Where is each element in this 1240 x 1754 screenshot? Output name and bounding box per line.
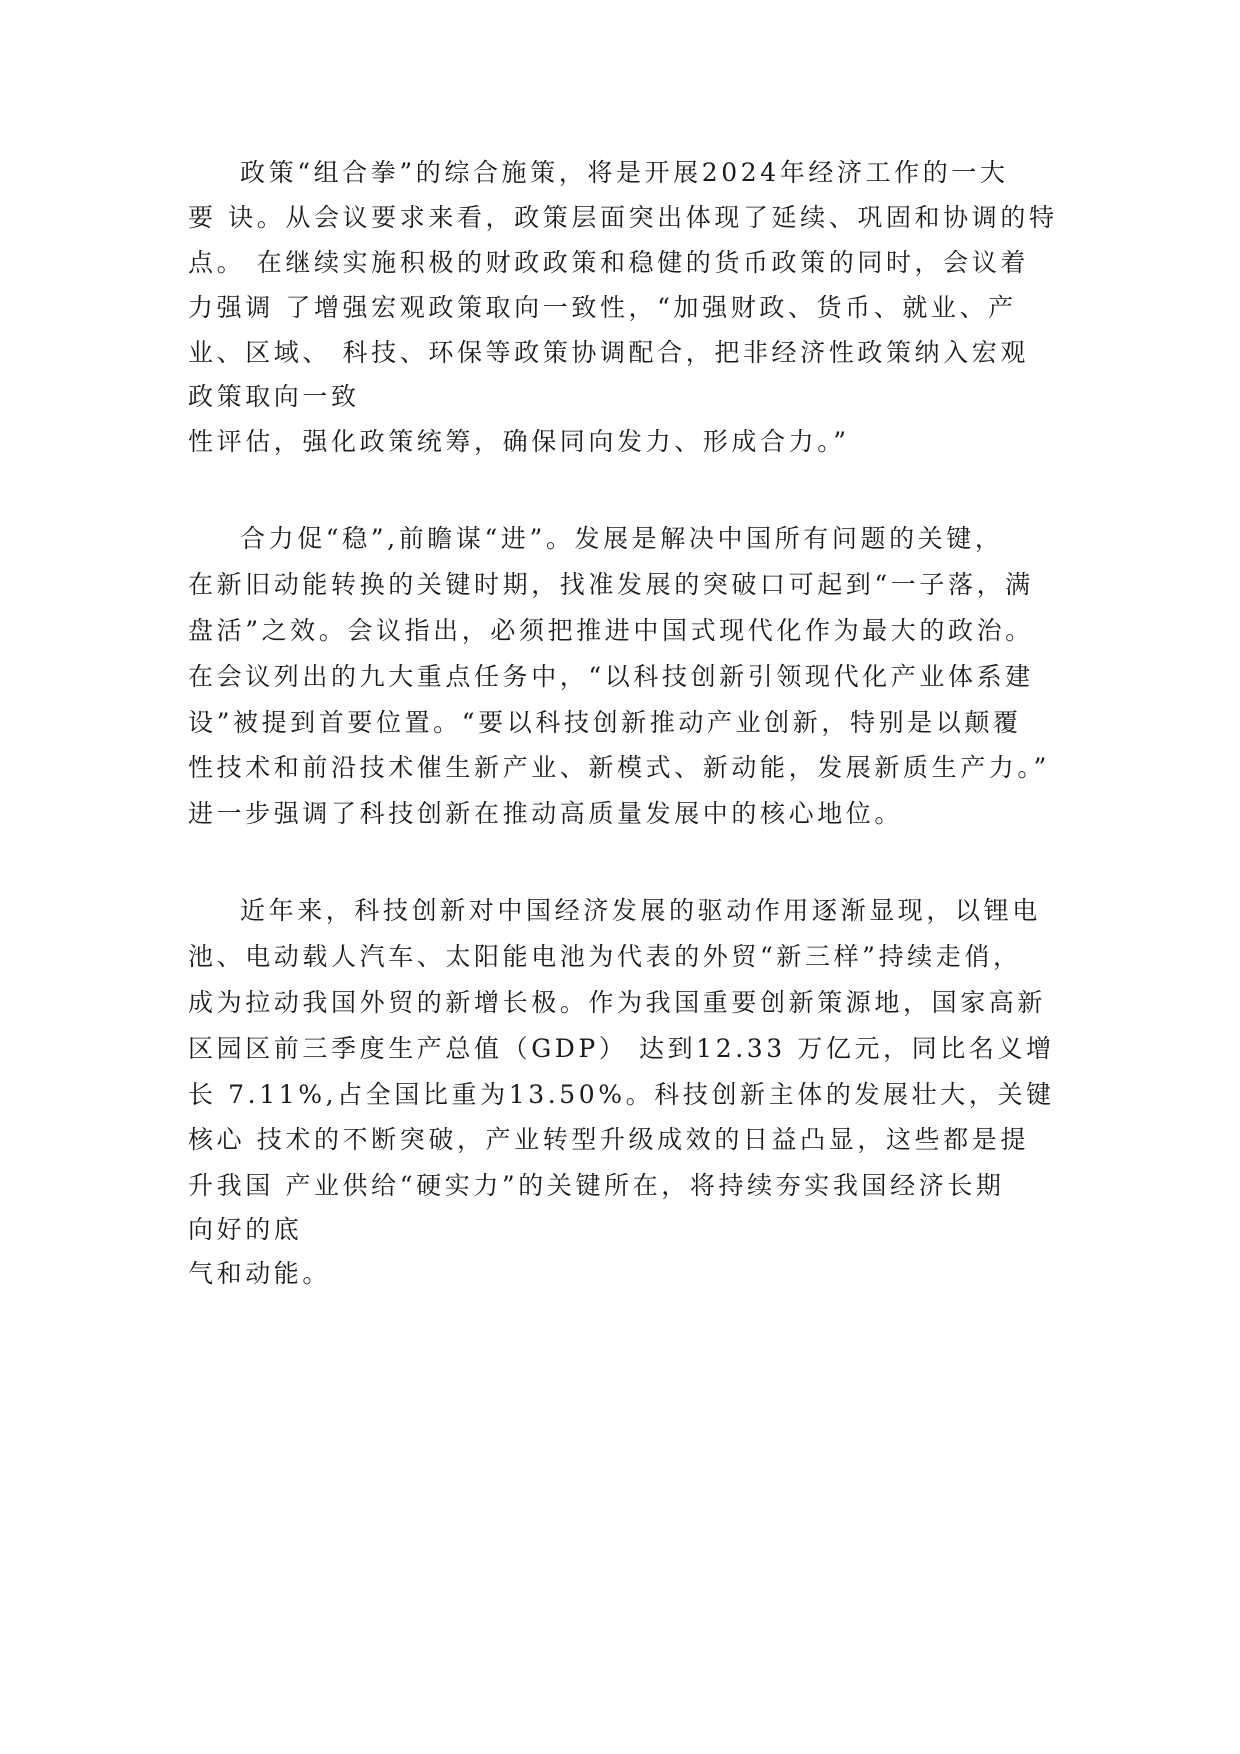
text-line: 业、区域、 科技、环保等政策协调配合，把非经济性政策纳入宏观 <box>188 338 1029 367</box>
text-line: 长 7.11%,占全国比重为13.50%。科技创新主体的发展壮大，关键 <box>188 1080 1055 1109</box>
text-line: 要 诀。从会议要求来看，政策层面突出体现了延续、巩固和协调的特 <box>188 203 1058 232</box>
text-line: 向好的底 <box>188 1215 303 1244</box>
text-line: 近年来，科技创新对中国经济发展的驱动作用逐渐显现，以锂电 <box>240 896 1041 925</box>
text-line: 成为拉动我国外贸的新增长极。作为我国重要创新策源地，国家高新 <box>188 988 1047 1017</box>
text-line: 政策取向一致 <box>188 382 360 411</box>
text-line: 在新旧动能转换的关键时期，找准发展的突破口可起到“一子落，满 <box>188 570 1034 599</box>
text-line: 盘活”之效。会议指出，必须把推进中国式现代化作为最大的政治。 <box>188 616 1034 645</box>
text-line: 政策“组合拳”的综合施策，将是开展2024年经济工作的一大 <box>240 158 1009 187</box>
text-line: 池、电动载人汽车、太阳能电池为代表的外贸“新三样”持续走俏， <box>188 942 1022 971</box>
text-line: 性评估，强化政策统筹，确保同向发力、形成合力。” <box>188 427 850 456</box>
text-line: 点。 在继续实施积极的财政政策和稳健的货币政策的同时，会议着 <box>188 248 1029 277</box>
text-line: 进一步强调了科技创新在推动高质量发展中的核心地位。 <box>188 799 904 828</box>
text-line: 升我国 产业供给“硬实力”的关键所在，将持续夯实我国经济长期 <box>188 1171 1005 1200</box>
text-line: 合力促“稳”,前瞻谋“进”。发展是解决中国所有问题的关键， <box>240 524 1004 553</box>
text-line: 性技术和前沿技术催生新产业、新模式、新动能，发展新质生产力。” <box>188 753 1050 782</box>
text-line: 区园区前三季度生产总值（GDP） 达到12.33 万亿元，同比名义增 <box>188 1034 1055 1063</box>
text-line: 设”被提到首要位置。“要以科技创新推动产业创新，特别是以颠覆 <box>188 708 1022 737</box>
text-line: 核心 技术的不断突破，产业转型升级成效的日益凸显，这些都是提 <box>188 1125 1029 1154</box>
text-line: 力强调 了增强宏观政策取向一致性，“加强财政、货币、就业、产 <box>188 293 1017 322</box>
text-line: 气和动能。 <box>188 1259 332 1288</box>
text-line: 在会议列出的九大重点任务中，“以科技创新引领现代化产业体系建 <box>188 662 1034 691</box>
